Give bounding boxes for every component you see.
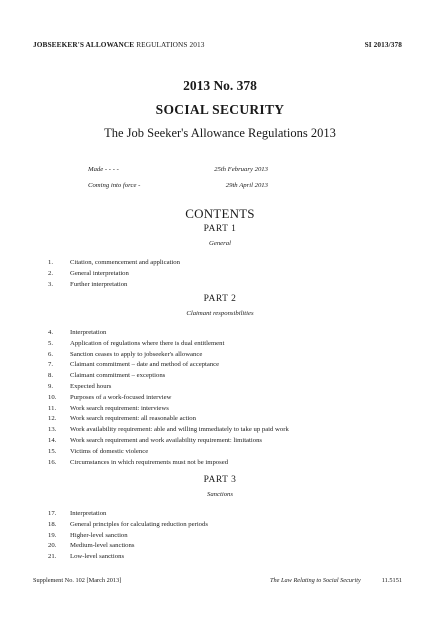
running-title-rest: REGULATIONS 2013 [136, 40, 205, 49]
toc-number: 1. [48, 259, 54, 266]
toc-text: Interpretation [70, 510, 107, 517]
part-2-list [48, 328, 393, 468]
toc-number: 8. [48, 372, 54, 380]
toc-item[interactable] [48, 425, 393, 436]
toc-text: Expected hours [70, 382, 112, 390]
running-title [33, 40, 204, 49]
date-value: 25th February 2013 [214, 166, 268, 173]
running-title-bold: JOBSEEKER'S ALLOWANCE [33, 40, 135, 49]
toc-text: Application of regulations where there is dual entitlement [70, 339, 225, 347]
part-1-list [48, 258, 393, 290]
toc-item[interactable] [48, 328, 393, 339]
toc-item[interactable] [48, 414, 393, 425]
toc-text: Further interpretation [70, 280, 128, 288]
toc-number: 15. [48, 447, 57, 455]
toc-item[interactable] [48, 280, 393, 291]
toc-text: Work search requirement: all reasonable action [70, 415, 196, 423]
toc-number: 14. [48, 436, 57, 444]
contents-title: CONTENTS [185, 206, 255, 221]
toc-number: 11. [48, 404, 57, 412]
part-3-list [48, 509, 393, 563]
regulations-title: The Job Seeker's Allowance Regulations 2013 [104, 126, 336, 140]
toc-text: Higher-level sanction [70, 531, 128, 539]
toc-number: 21. [48, 553, 57, 561]
toc-number: 9. [48, 382, 54, 390]
toc-text: General interpretation [70, 269, 129, 277]
toc-number: 16. [48, 458, 57, 466]
toc-item[interactable] [48, 552, 393, 563]
toc-text: Purposes of a work-focused interview [70, 393, 172, 401]
toc-number: 6. [48, 350, 54, 358]
toc-number: 3. [48, 280, 54, 288]
publication-title: The Law Relating to Social Security [270, 577, 361, 584]
toc-item[interactable] [48, 447, 393, 458]
si-reference: SI 2013/378 [364, 40, 402, 49]
toc-text: Circumstances in which requirements must not be imposed [70, 458, 229, 466]
toc-item[interactable] [48, 258, 393, 269]
toc-text: Sanction ceases to apply to jobseeker's allowance [70, 350, 203, 358]
toc-item[interactable] [48, 509, 393, 520]
toc-item[interactable] [48, 269, 393, 280]
toc-text: Work availability requirement: able and willing immediately to take up paid work [70, 426, 289, 434]
date-row-coming-into-force [88, 182, 268, 198]
date-value: 29th April 2013 [225, 182, 268, 189]
date-label: Coming into force - [88, 182, 141, 189]
toc-text: Low-level sanctions [70, 553, 125, 561]
toc-item[interactable] [48, 360, 393, 371]
toc-number: 5. [48, 339, 54, 347]
toc-text: Medium-level sanctions [70, 542, 135, 550]
toc-text: Citation, commencement and application [70, 259, 180, 266]
toc-item[interactable] [48, 541, 393, 552]
toc-item[interactable] [48, 393, 393, 404]
toc-number: 17. [48, 510, 57, 517]
toc-item[interactable] [48, 404, 393, 415]
toc-number: 4. [48, 329, 54, 336]
date-label: Made - - - - [88, 166, 119, 173]
toc-number: 13. [48, 426, 57, 434]
toc-item[interactable] [48, 531, 393, 542]
toc-number: 19. [48, 531, 57, 539]
toc-text: General principles for calculating reduction periods [70, 520, 208, 528]
toc-item[interactable] [48, 350, 393, 361]
toc-number: 7. [48, 361, 54, 369]
toc-item[interactable] [48, 458, 393, 469]
part-2-subtitle: Claimant responsibilities [186, 310, 254, 317]
toc-number: 12. [48, 415, 57, 423]
toc-text: Work search requirement and work availability requirement: limitations [70, 436, 263, 444]
toc-text: Work search requirement: interviews [70, 404, 169, 412]
part-1-heading: PART 1 [203, 224, 237, 234]
subject-heading: SOCIAL SECURITY [155, 102, 285, 117]
part-3-subtitle: Sanctions [206, 491, 233, 498]
supplement-label: Supplement No. 102 [March 2013] [33, 577, 122, 584]
part-1-subtitle: General [209, 240, 231, 247]
toc-number: 2. [48, 269, 54, 277]
toc-item[interactable] [48, 371, 393, 382]
toc-number: 18. [48, 520, 57, 528]
toc-item[interactable] [48, 339, 393, 350]
toc-number: 10. [48, 393, 57, 401]
date-row-made [88, 166, 268, 182]
toc-item[interactable] [48, 436, 393, 447]
part-3-heading: PART 3 [203, 475, 237, 485]
toc-text: Victims of domestic violence [70, 447, 149, 455]
toc-number: 20. [48, 542, 57, 550]
dates-block [88, 166, 268, 198]
page-number: 11.5151 [381, 577, 402, 584]
toc-text: Claimant commitment – date and method of acceptance [70, 361, 220, 369]
toc-text: Claimant commitment – exceptions [70, 372, 166, 380]
toc-item[interactable] [48, 382, 393, 393]
si-number: 2013 No. 378 [183, 78, 257, 93]
part-2-heading: PART 2 [203, 294, 237, 304]
toc-item[interactable] [48, 520, 393, 531]
toc-text: Interpretation [70, 329, 107, 336]
